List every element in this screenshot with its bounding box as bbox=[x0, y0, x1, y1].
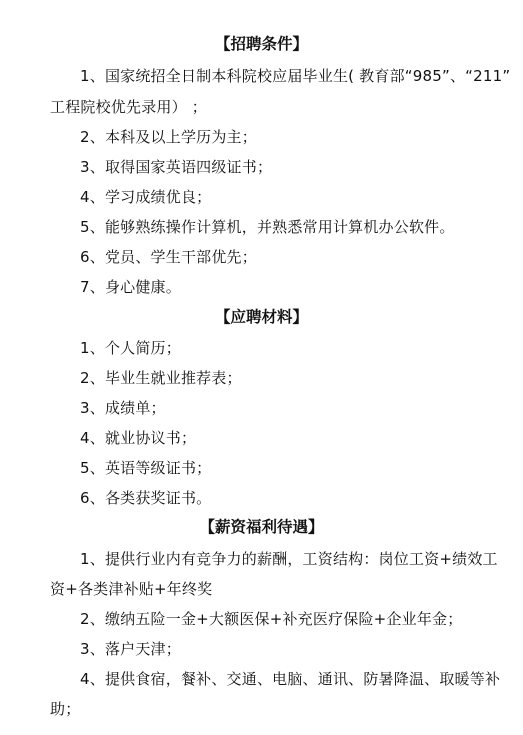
recruitment-condition-item-6: 6、党员、学生干部优先； bbox=[80, 248, 257, 266]
recruitment-condition-item-4: 4、学习成绩优良； bbox=[80, 188, 212, 206]
salary-benefit-item-1: 1、提供行业内有竞争力的薪酬，工资结构：岗位工资+绩效工 bbox=[80, 550, 498, 568]
salary-benefit-item-4: 4、提供食宿，餐补、交通、电脑、通讯、防暑降温、取暖等补 bbox=[80, 670, 501, 688]
application-material-item-2: 2、毕业生就业推荐表； bbox=[80, 369, 242, 387]
salary-benefit-item-2: 2、缴纳五险一金+大额医保+补充医疗保险+企业年金； bbox=[80, 610, 463, 628]
recruitment-condition-item-5: 5、能够熟练操作计算机，并熟悉常用计算机办公软件。 bbox=[80, 218, 455, 236]
application-material-item-4: 4、就业协议书； bbox=[80, 429, 197, 447]
recruitment-condition-item-1-continued: 工程院校优先录用） ； bbox=[50, 98, 207, 116]
application-material-item-3: 3、成绩单； bbox=[80, 399, 166, 417]
recruitment-condition-item-7: 7、身心健康。 bbox=[80, 278, 181, 296]
application-material-item-6: 6、各类获奖证书。 bbox=[80, 489, 212, 507]
salary-benefit-item-1-continued: 资+各类津补贴+年终奖 bbox=[50, 580, 213, 598]
recruitment-condition-item-3: 3、取得国家英语四级证书； bbox=[80, 158, 273, 176]
recruitment-condition-item-1: 1、国家统招全日制本科院校应届毕业生( 教育部“985”、“211” bbox=[80, 67, 511, 85]
application-material-item-5: 5、英语等级证书； bbox=[80, 459, 212, 477]
application-material-item-1: 1、个人简历； bbox=[80, 339, 181, 357]
salary-benefit-item-4-continued: 助； bbox=[50, 700, 81, 718]
section-heading-application-materials: 【应聘材料】 bbox=[214, 308, 308, 326]
recruitment-condition-item-2: 2、本科及以上学历为主； bbox=[80, 128, 257, 146]
salary-benefit-item-3: 3、落户天津； bbox=[80, 640, 181, 658]
section-heading-salary-benefits: 【薪资福利待遇】 bbox=[199, 518, 324, 536]
section-heading-recruitment-conditions: 【招聘条件】 bbox=[214, 35, 308, 53]
